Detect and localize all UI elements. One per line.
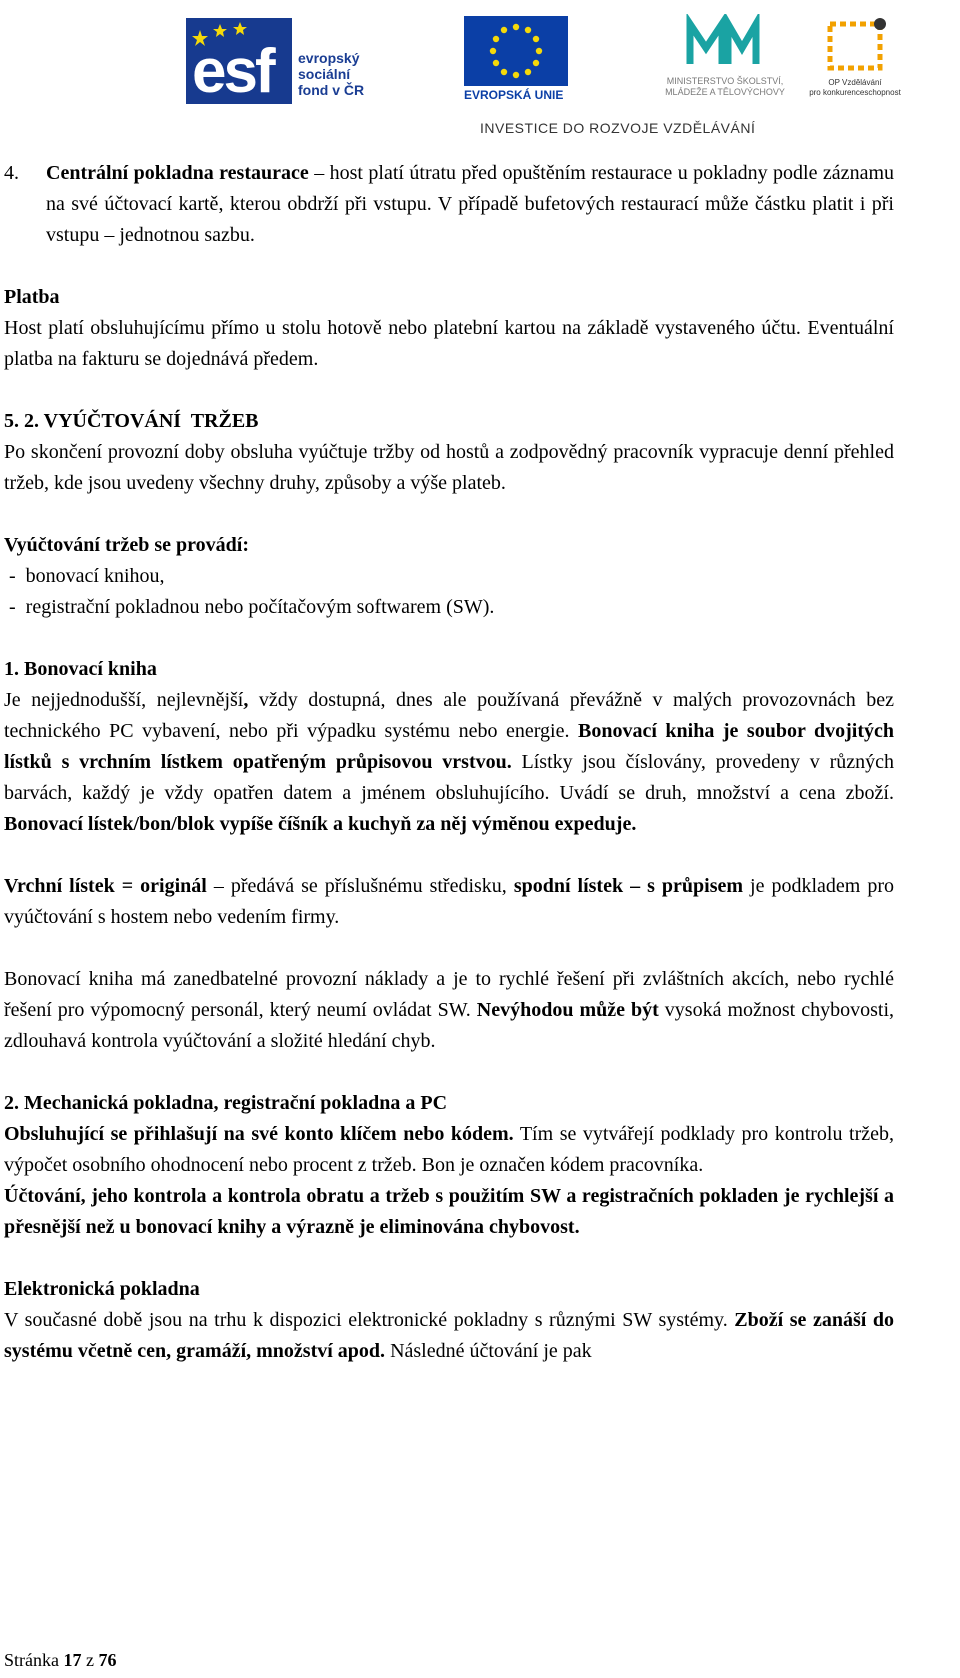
elektronicka-heading <box>4 1274 894 1305</box>
text-run-bold: , <box>243 689 249 711</box>
bonovaci-paragraph-1 <box>4 685 894 840</box>
text-run-bold: Bonovací kniha je soubor dvojitých lístků s vrchním lístkem opatřeným průpisovou vrstvou. <box>4 720 894 773</box>
op-subtitle-line: pro konkurenceschopnost <box>809 88 901 97</box>
bonovaci-paragraph-3 <box>4 964 894 1057</box>
esf-subtitle-line: sociální <box>298 66 351 82</box>
heading-text: 1. Bonovací kniha <box>4 658 157 680</box>
text-run-bold: Nevýhodou může být <box>476 999 659 1021</box>
item-text: – host platí útratu před opuštěním restaurace u pokladny podle záznamu na své účtovací kartě, kterou obdrží při vstupu. V případě bufetových restaurací může částku platit i při vstupu – jednotnou sazbu. <box>46 162 894 246</box>
esf-flag <box>186 18 292 104</box>
op-logo <box>800 14 910 114</box>
heading-text: Platba <box>4 286 60 308</box>
banner-caption: INVESTICE DO ROZVOJE VZDĚLÁVÁNÍ <box>480 120 756 136</box>
mechanicka-paragraph-2 <box>4 1181 894 1243</box>
esf-subtitle-line: fond v ČR <box>298 82 365 98</box>
elektronicka-paragraph <box>4 1305 894 1367</box>
text-run: Bonovací kniha má zanedbatelné provozní náklady a je to rychlé řešení při zvláštních akcích, nebo rychlé řešení pro výpomocný personál, který neumí ovládat SW. <box>4 968 894 1021</box>
msmt-subtitle <box>650 76 800 98</box>
item-number: 4. <box>4 162 19 184</box>
document-body <box>4 158 894 1367</box>
heading-text: 5. 2. VYÚČTOVÁNÍ TRŽEB <box>4 410 259 432</box>
msmt-subtitle-line: MLÁDEŽE A TĚLOVÝCHOVY <box>665 87 785 97</box>
list-item: - registrační pokladnou nebo počítačovým softwarem (SW). <box>4 596 495 618</box>
vyuctovani-heading <box>4 530 894 561</box>
bonovaci-paragraph-2 <box>4 871 894 933</box>
text-run: Následné účtování je pak <box>385 1340 592 1362</box>
eu-logo <box>464 16 634 106</box>
platba-heading <box>4 282 894 313</box>
footer-of: z <box>81 1650 99 1670</box>
item-title: Centrální pokladna restaurace <box>46 162 309 184</box>
op-subtitle <box>800 78 910 98</box>
esf-subtitle <box>298 50 364 98</box>
text-run-bold: Obsluhující se přihlašují na své konto klíčem nebo kódem. <box>4 1123 514 1145</box>
mechanicka-paragraph-1 <box>4 1119 894 1181</box>
msmt-logo <box>650 14 800 114</box>
esf-logo-text: esf <box>192 37 273 106</box>
msmt-subtitle-line: MINISTERSTVO ŠKOLSTVÍ, <box>666 76 784 86</box>
text-run: Je nejjednodušší, nejlevnější <box>4 689 244 711</box>
esf-logo <box>186 16 448 108</box>
op-mark-icon <box>800 14 910 78</box>
text-run-bold: Zboží se zanáší do systému včetně cen, gramáží, množství apod. <box>4 1309 894 1362</box>
mechanicka-heading <box>4 1088 894 1119</box>
section-heading <box>4 406 894 437</box>
item-4 <box>4 158 894 251</box>
logo-banner <box>180 14 901 136</box>
text-run-bold: Bonovací lístek/bon/blok vypíše číšník a kuchyň za něj výměnou expeduje. <box>4 813 637 835</box>
list-item: - bonovací knihou, <box>4 565 165 587</box>
text-run: vždy dostupná, dnes ale používaná převážně v malých provozovnách bez technického PC vybavení, nebo při výpadku systému nebo energie. <box>4 689 894 742</box>
text-run: Lístky jsou číslovány, provedeny v různých barvách, každý je vždy opatřen datem a jménem obsluhujícího. Uvádí se druh, množství a cena zboží. <box>4 751 894 804</box>
heading-text: 2. Mechanická pokladna, registrační pokladna a PC <box>4 1092 448 1114</box>
page-footer <box>4 1650 116 1671</box>
eu-label: EVROPSKÁ UNIE <box>464 88 564 102</box>
bonovaci-heading <box>4 654 894 685</box>
page-total: 76 <box>98 1650 117 1670</box>
op-subtitle-line: OP Vzdělávání <box>828 78 882 87</box>
eu-flag-icon <box>464 16 568 86</box>
text-run: vysoká možnost chybovosti, zdlouhavá kontrola vyúčtování a složité hledání chyb. <box>4 999 894 1052</box>
text-run: V současné době jsou na trhu k dispozici elektronické pokladny s různými SW systémy. <box>4 1309 735 1331</box>
esf-subtitle-line: evropský <box>298 50 360 66</box>
section-paragraph: Po skončení provozní doby obsluha vyúčtuje tržby od hostů a zodpovědný pracovník vypracuje denní přehled tržeb, kde jsou uvedeny všechny druhy, způsoby a výše plateb. <box>4 441 894 494</box>
page-number: 17 <box>63 1650 82 1670</box>
msmt-mark-icon <box>684 14 764 74</box>
text-run: – předává se příslušnému středisku, <box>206 875 514 897</box>
text-run-bold: Účtování, jeho kontrola a kontrola obratu a tržeb s použitím SW a registračních pokladen je rychlejší a přesnější než u bonovací knihy a výrazně je eliminována chybovost. <box>4 1185 894 1238</box>
text-run: je podkladem pro vyúčtování s hostem nebo vedením firmy. <box>4 875 894 928</box>
text-run-bold: spodní lístek – s průpisem <box>513 875 744 897</box>
platba-paragraph: Host platí obsluhujícímu přímo u stolu hotově nebo platební kartou na základě vystaveného účtu. Eventuální platba na fakturu se dojednává předem. <box>4 317 894 370</box>
text-run: Tím se vytvářejí podklady pro kontrolu tržeb, výpočet osobního ohodnocení nebo procent z tržeb. Bon je označen kódem pracovníka. <box>4 1123 894 1176</box>
text-run-bold: Vrchní lístek = originál <box>4 875 207 897</box>
heading-text: Elektronická pokladna <box>4 1278 200 1300</box>
footer-label: Stránka <box>4 1650 64 1670</box>
heading-text: Vyúčtování tržeb se provádí: <box>4 534 249 556</box>
